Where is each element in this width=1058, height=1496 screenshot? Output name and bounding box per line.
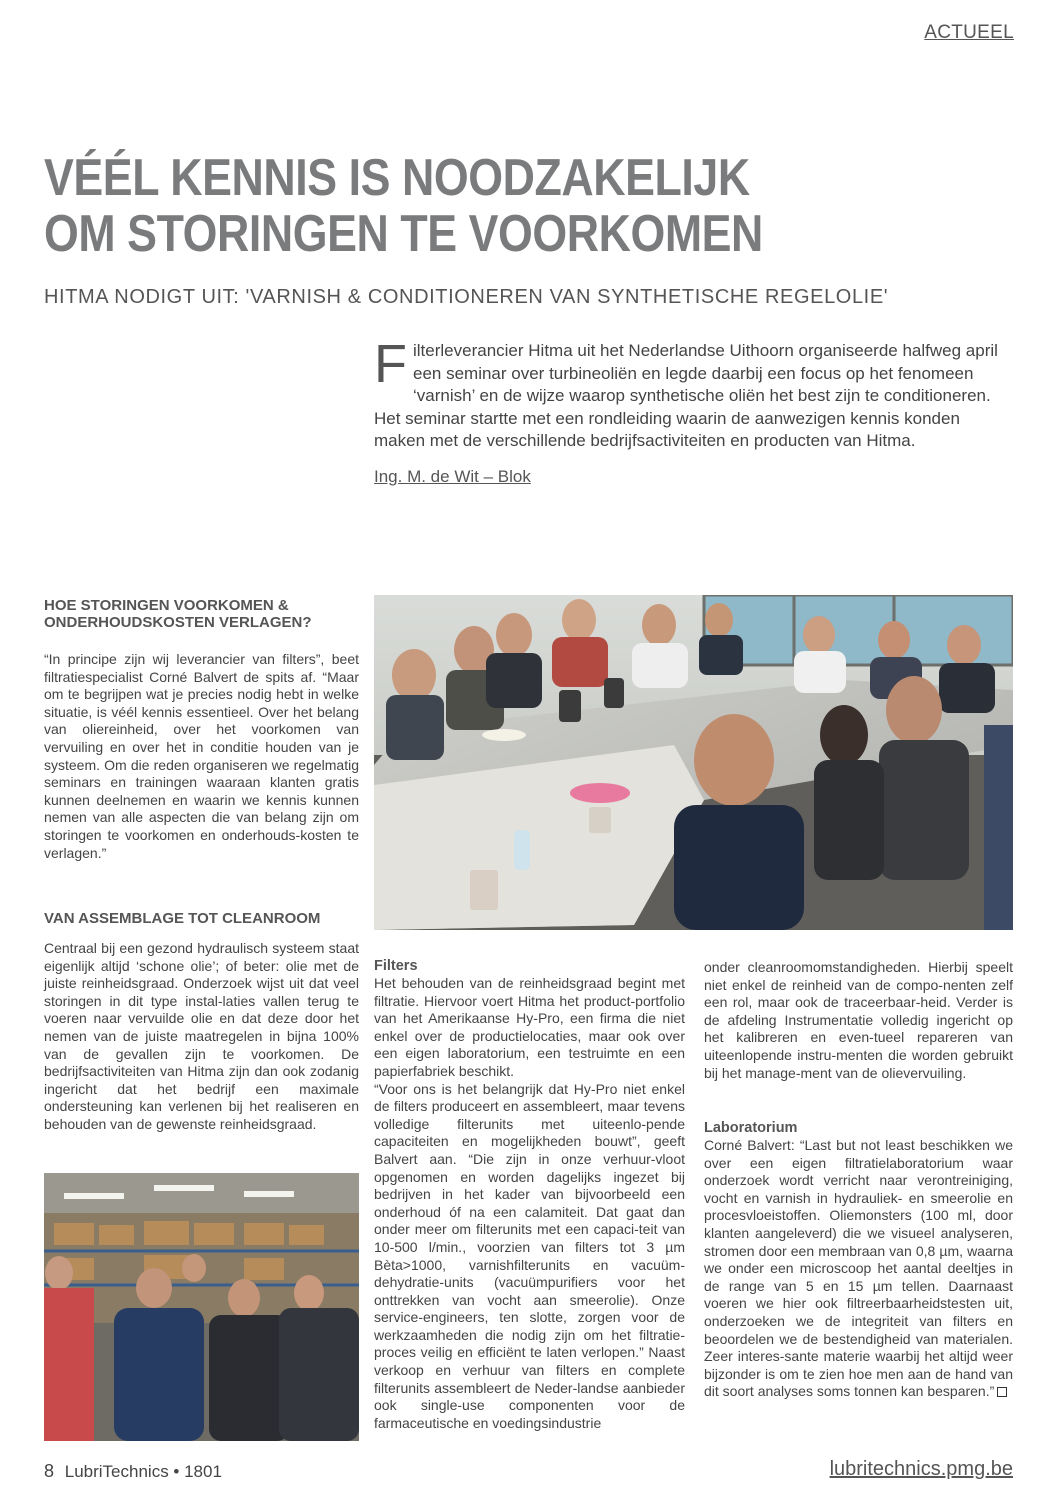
filters-column	[374, 957, 685, 1432]
title-line-1: VÉÉL KENNIS IS NOODZAKELIJK	[44, 149, 750, 207]
end-mark-icon	[997, 1387, 1007, 1397]
cleanroom-continued-text: onder cleanroomomstandigheden. Hierbij speelt niet enkel de reinheid van de compo-nenten zelf een rol, maar ook de traceerbaar-heid. Verder is de afdeling Instrumentatie volledig ingericht op het kalibreren en even-tueel repareren van uiteenlopende instru-menten die worden gebruikt bij het manage-ment van de olievervuiling.	[704, 959, 1013, 1081]
section-tag[interactable]: ACTUEEL	[924, 22, 1014, 43]
article-subtitle: HITMA NODIGT UIT: 'VARNISH & CONDITIONEREN VAN SYNTHETISCHE REGELOLIE'	[44, 286, 889, 308]
intro-paragraph	[374, 334, 1014, 453]
filters-text-2: “Voor ons is het belangrijk dat Hy-Pro niet enkel de filters produceert en assembleert, maar tevens volledige filterunits met uiteenlo-pende capaciteiten en mogelijkheden bouwt”, geeft Balvert aan. “Die zijn in onze verhuur-vloot opgenomen en worden dagelijks ingezet bij bedrijven in het kader van bijvoorbeeld een onderhoud óf na een calamiteit. Dat gaat dan onder meer om filterunits met een capaci-teit van 10-500 l/min., voorzien van filters tot 3 µm Bèta>1000, varnishfilterunits en vacuüm-dehydratie-units (vacuümpurifiers voor het onttrekken van vocht aan smeerolie). Onze service-engineers, ten slotte, zorgen voor de werkzaamheden die nodig zijn om het filtratie-proces veilig en efficiënt te laten verlopen.” Naast verkoop en verhuur van filters en complete filterunits assembleert de Neder-landse aanbieder ook single-use componenten voor de farmaceutische en voedingsindustrie	[374, 1080, 685, 1431]
section-text-cleanroom: Centraal bij een gezond hydraulisch systeem staat eigenlijk altijd ‘schone olie’; of beter: olie met de juiste reinheidsgraad. Onderzoek wijst uit dat veel storingen in dit type instal-laties vallen terug te voeren naar vervuilde olie en dat deze door het nemen van de juiste maatregelen in bijna 100% van de gevallen zijn te voorkomen. De bedrijfsactiviteiten van Hitma zijn dan ook zodanig ingericht dat het bedrijf een maximale ondersteuning kan verlenen bij het realiseren en behouden van de gewenste reinheidsgraad.	[44, 940, 359, 1132]
laboratorium-text	[704, 1137, 1013, 1401]
drop-cap: F	[374, 334, 407, 394]
footer-url-link[interactable]: lubritechnics.pmg.be	[829, 1458, 1013, 1480]
article-title	[44, 150, 887, 262]
laboratorium-text-body: Corné Balvert: “Last but not least beschikken we over een eigen filtratielaboratorium waar onderzoek wordt verricht naar verontreiniging, vocht en varnish in hydrauliek- en smeerolie en procesvloeistoffen. Oliemonsters (100 ml, door klanten aangeleverd) die we visueel analyseren, stromen door een membraan van 0,8 µm, waarna we onder een microscoop het aantal deeltjes in de range van 5 en 15 µm tellen. Daarnaast voeren we hier ook filtreerbaarheidstesten uit, onderzoeken we de integriteit van filters en beoordelen we de bestendigheid van materialen. Zeer interes-sante materie waarbij het altijd weer bijzonder is om te zien hoe men aan de hand van dit soort analyses soms tonnen kan besparen.”	[704, 1137, 1013, 1400]
warehouse-photo	[44, 1173, 359, 1441]
footer-page-info	[44, 1461, 222, 1482]
section-heading-filters: Filters	[374, 958, 418, 974]
author-byline[interactable]: Ing. M. de Wit – Blok	[374, 467, 531, 486]
section-heading-storingen: HOE STORINGEN VOORKOMEN & ONDERHOUDSKOSTEN VERLAGEN?	[44, 597, 312, 631]
seminar-photo	[374, 595, 1013, 930]
section-heading-cleanroom: VAN ASSEMBLAGE TOT CLEANROOM	[44, 910, 321, 927]
intro-text: ilterleverancier Hitma uit het Nederlandse Uithoorn organiseerde halfweg april een seminar over turbineoliën en legde daarbij een focus op het fenomeen ‘varnish’ en de wijze waarop synthetische oliën het best zijn te conditioneren. Het seminar startte met een rondleiding waarin de aanwezigen kennis konden maken met de verschillende bedrijfsactiviteiten en producten van Hitma.	[374, 341, 998, 450]
section-text-storingen: “In principe zijn wij leverancier van filters”, beet filtratiespecialist Corné Balvert de spits af. “Maar om te begrijpen wat je precies nodig hebt in welke situatie, is véél kennis essentieel. Over het belang van oliereinheid, over het voorkomen van vervuiling en over het in conditie houden van je systeem. Om die reden organiseren we regelmatig seminars en trainingen waaraan klanten gratis kunnen deelnemen en waarin we kennis kunnen nemen van alle aspecten die van belang zijn om storingen te voorkomen en onderhouds-kosten te verlagen.”	[44, 651, 359, 861]
filters-text-1: Het behouden van de reinheidsgraad begint met filtratie. Hiervoor voert Hitma het product-portfolio van het Amerikaanse Hy-Pro, een firma die niet enkel over de productielocaties, maar ook over een eigen laboratorium, een testruimte en een papierfabriek beschikt.	[374, 975, 685, 1079]
page-number: 8	[44, 1461, 55, 1481]
title-line-2: OM STORINGEN TE VOORKOMEN	[44, 205, 763, 263]
section-heading-laboratorium: Laboratorium	[704, 1120, 798, 1136]
magazine-issue: LubriTechnics • 1801	[64, 1462, 222, 1481]
